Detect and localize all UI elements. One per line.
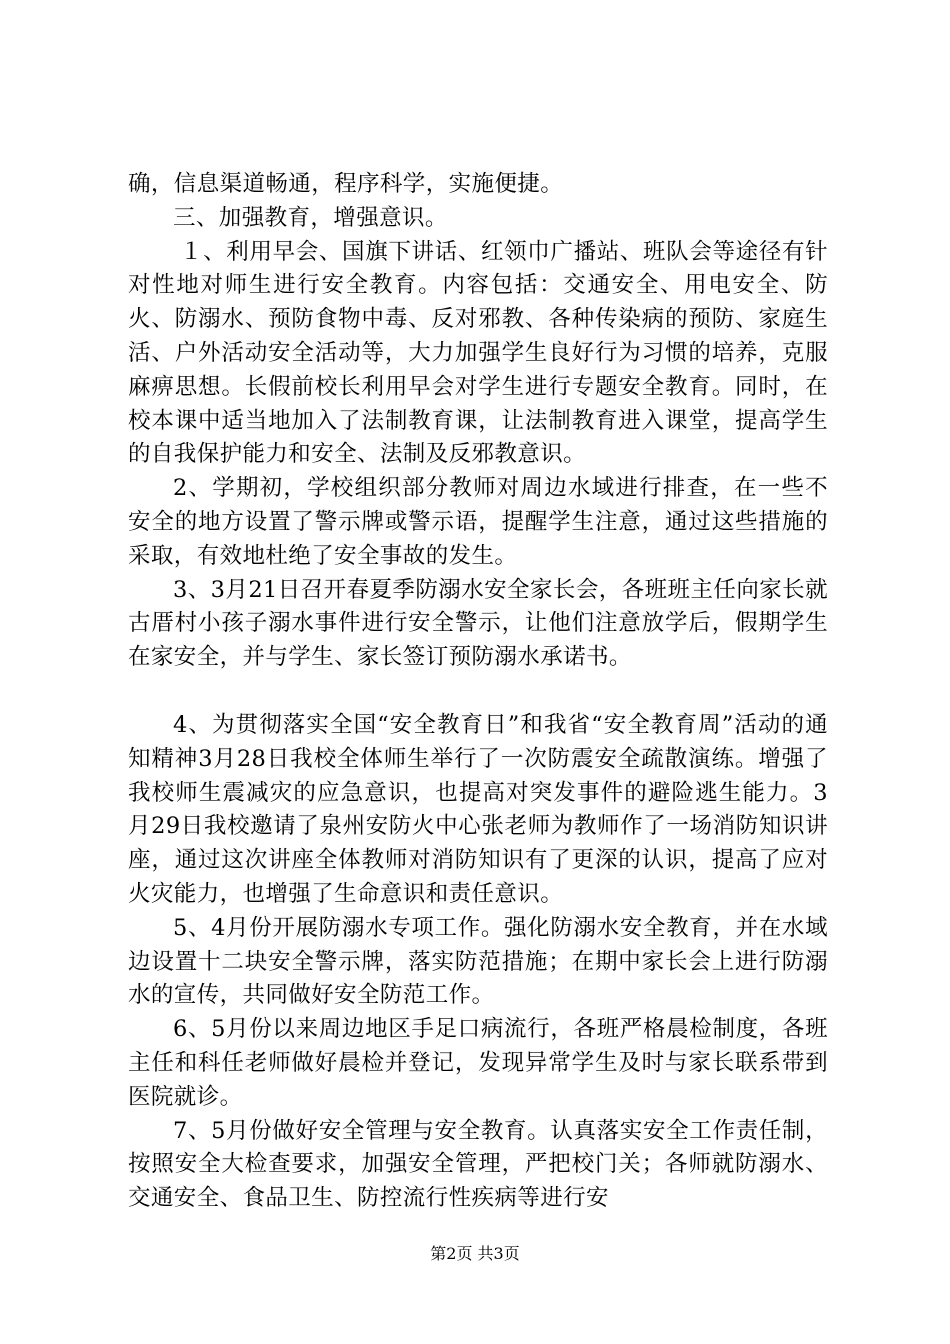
paragraph-item-2: 2、学期初，学校组织部分教师对周边水域进行排查，在一些不安全的地方设置了警示牌或警示语，提醒学生注意，通过这些措施的采取，有效地杜绝了安全事故的发生。 <box>128 475 828 569</box>
paragraph-item-5: 5、4月份开展防溺水专项工作。强化防溺水安全教育，并在水域边设置十二块安全警示牌，落实防范措施；在期中家长会上进行防溺水的宣传，共同做好安全防范工作。 <box>128 914 828 1009</box>
paragraph-continuation: 确，信息渠道畅通，程序科学，实施便捷。 <box>128 171 564 197</box>
page-number-footer: 第2页 共3页 <box>430 1244 520 1263</box>
paragraph-item-4: 4、为贯彻落实全国“安全教育日”和我省“安全教育周”活动的通知精神3月28日我校全体师生举行了一次防震安全疏散演练。增强了我校师生震减灾的应急意识，也提高对突发事件的避险逃生能力。3月29日我校邀请了泉州安防火中心张老师为教师作了一场消防知识讲座，通过这次讲座全体教师对消防知识有了更深的认识，提高了应对火灾能力，也增强了生命意识和责任意识。 <box>128 711 828 907</box>
paragraph-item-3: 3、3月21日召开春夏季防溺水安全家长会，各班班主任向家长就古厝村小孩子溺水事件进行安全警示，让他们注意放学后，假期学生在家安全，并与学生、家长签订预防溺水承诺书。 <box>128 576 828 671</box>
section-heading: 三、加强教育，增强意识。 <box>173 204 448 231</box>
document-body <box>128 168 828 1216</box>
paragraph-item-1: １、利用早会、国旗下讲话、红领巾广播站、班队会等途径有针对性地对师生进行安全教育。内容包括：交通安全、用电安全、防火、防溺水、预防食物中毒、反对邪教、各种传染病的预防、家庭生活、户外活动安全活动等，大力加强学生良好行为习惯的培养，克服麻痹思想。长假前校长利用早会对学生进行专题安全教育。同时，在校本课中适当地加入了法制教育课，让法制教育进入课堂，提高学生的自我保护能力和安全、法制及反邪教意识。 <box>128 238 828 468</box>
paragraph-item-7: 7、5月份做好安全管理与安全教育。认真落实安全工作责任制，按照安全大检查要求，加强安全管理，严把校门关；各师就防溺水、交通安全、食品卫生、防控流行性疾病等进行安 <box>128 1117 828 1212</box>
paragraph-spacer <box>128 675 828 709</box>
paragraph-item-6: 6、5月份以来周边地区手足口病流行，各班严格晨检制度，各班主任和科任老师做好晨检并登记，发现异常学生及时与家长联系带到医院就诊。 <box>128 1016 828 1110</box>
